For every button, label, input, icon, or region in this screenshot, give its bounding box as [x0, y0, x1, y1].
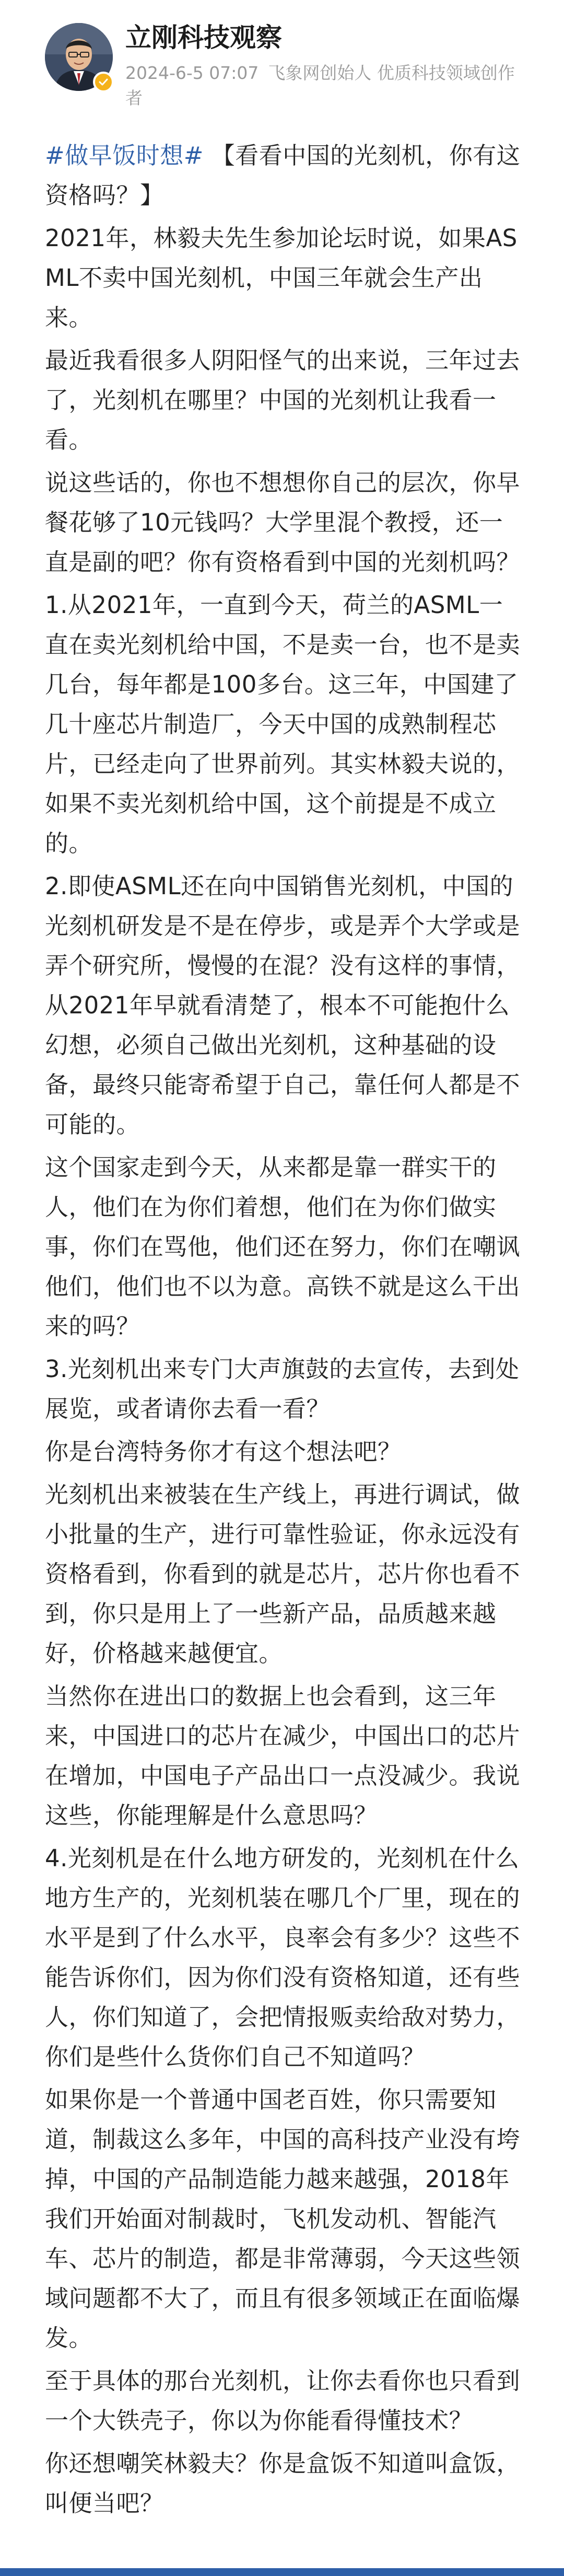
paragraph: 你还想嘲笑林毅夫？你是盒饭不知道叫盒饭，叫便当吧？ — [45, 2450, 521, 2517]
paragraph: 当然你在进出口的数据上也会看到，这三年来，中国进口的芯片在减少，中国出口的芯片在增加，中国电子产品出口一点没减少。我说这些，你能理解是什么意思吗？ — [45, 1682, 521, 1829]
paragraph: 说这些话的，你也不想想你自己的层次，你早餐花够了10元钱吗？大学里混个教授，还一直是副的吧？你有资格看到中国的光刻机吗？ — [45, 469, 521, 576]
paragraph: 至于具体的那台光刻机，让你去看你也只看到一个大铁壳子，你以为你能看得懂技术？ — [45, 2367, 521, 2434]
post-header — [0, 0, 564, 131]
paragraph: 光刻机出来被装在生产线上，再进行调试，做小批量的生产，进行可靠性验证，你永远没有资格看到，你看到的就是芯片，芯片你也看不到，你只是用上了一些新产品，品质越来越好，价格越来越便宜。 — [45, 1481, 521, 1667]
paragraph: 1.从2021年，一直到今天，荷兰的ASML一直在卖光刻机给中国，不是卖一台，也不是卖几台，每年都是100多台。这三年，中国建了几十座芯片制造厂，今天中国的成熟制程芯片，已经走向了世界前列。其实林毅夫说的，如果不卖光刻机给中国，这个前提是不成立的。 — [45, 591, 521, 857]
author-name[interactable]: 立刚科技观察 — [125, 22, 282, 53]
hashtag-link[interactable]: #做早饭时想# — [45, 142, 204, 169]
post-date: 2024-6-5 07:07 — [125, 63, 259, 83]
paragraph: 这个国家走到今天，从来都是靠一群实干的人，他们在为你们着想，他们在为你们做实事，你们在骂他，他们还在努力，你们在嘲讽他们，他们也不以为意。高铁不就是这么干出来的吗？ — [45, 1153, 521, 1340]
post-title: 【看看中国的光刻机，你有这资格吗？】 — [45, 142, 521, 209]
paragraph: 3.光刻机出来专门大声旗鼓的去宣传，去到处展览，或者请你去看一看？ — [45, 1355, 520, 1423]
paragraph: 2021年，林毅夫先生参加论坛时说，如果ASML不卖中国光刻机，中国三年就会生产出来。 — [45, 224, 518, 331]
paragraph: 2.即使ASML还在向中国销售光刻机，中国的光刻机研发是不是在停步，或是弄个大学或是弄个研究所，慢慢的在混？没有这样的事情，从2021年早就看清楚了，根本不可能抱什么幻想，必须自己做出光刻机，这种基础的设备，最终只能寄希望于自己，靠任何人都是不可能的。 — [45, 872, 521, 1138]
post-title-line — [45, 136, 524, 215]
paragraph: 你是台湾特务你才有这个想法吧？ — [45, 1438, 402, 1465]
paragraph: 最近我看很多人阴阳怪气的出来说，三年过去了，光刻机在哪里？中国的光刻机让我看一看。 — [45, 346, 521, 454]
post-meta — [125, 61, 527, 111]
paragraph: 4.光刻机是在什么地方研发的，光刻机在什么地方生产的，光刻机装在哪几个厂里，现在的水平是到了什么水平，良率会有多少？这些不能告诉你们，因为你们没有资格知道，还有些人，你们知道了，会把情报贩卖给敌对势力，你们是些什么货你们自己不知道吗？ — [45, 1844, 521, 2071]
post-body — [45, 136, 524, 2526]
author-bio: 飞象网创始人 优质科技领域创作者 — [125, 63, 515, 108]
verified-check-icon — [93, 72, 114, 93]
bottom-accent-bar — [0, 2568, 564, 2576]
paragraph: 如果你是一个普通中国老百姓，你只需要知道，制裁这么多年，中国的高科技产业没有垮掉，中国的产品制造能力越来越强，2018年我们开始面对制裁时，飞机发动机、智能汽车、芯片的制造，都是非常薄弱，今天这些领域问题都不大了，而且有很多领域正在面临爆发。 — [45, 2086, 521, 2352]
